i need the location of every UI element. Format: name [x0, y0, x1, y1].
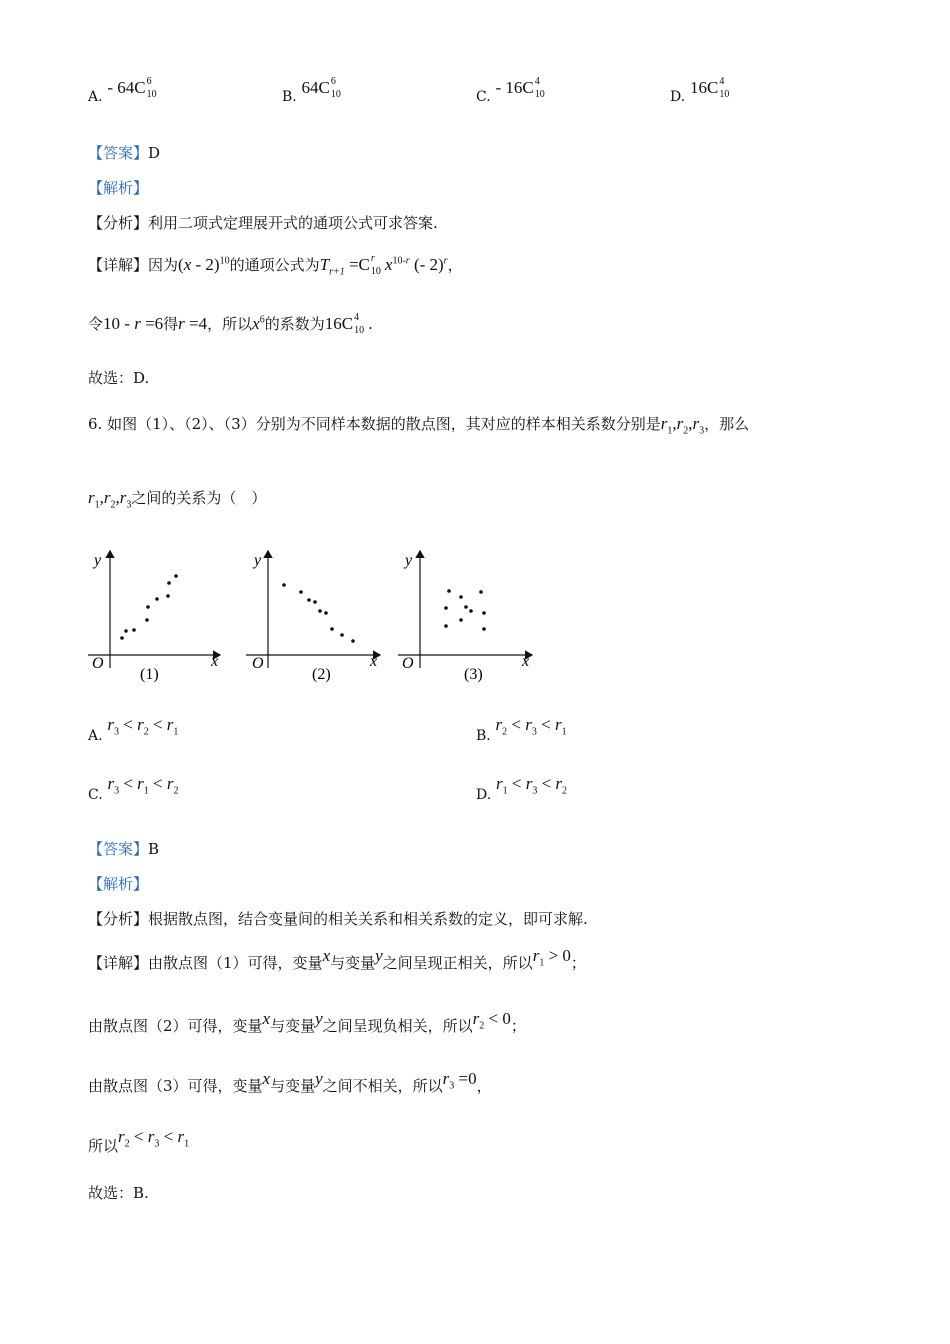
equation-r: 10 - r =6 — [103, 314, 164, 333]
chart-caption: (1) — [140, 666, 159, 683]
answer-value: B — [148, 840, 160, 858]
q6-detail-line3: 由散点图（3）可得，变量x与变量y之间不相关，所以$r_3 =0$， — [88, 1069, 492, 1095]
option-label: B. — [282, 89, 297, 105]
q6-fenxi: 【分析】根据散点图，结合变量间的相关关系和相关系数的定义，即可求解. — [88, 910, 588, 928]
q5-line2: 令10 - r =6得r =4，所以$x^6$的系数为16C 4 10 . — [88, 312, 373, 337]
q5-option-a: A. - 64C 6 10 — [88, 76, 157, 105]
y-label: y — [405, 552, 413, 569]
q5-option-d: D. 16C 4 10 — [670, 76, 730, 105]
scatter-chart-2 — [246, 551, 380, 683]
q5-xiangjie-line: 【详解】因为(x - 2)$^{10}$的通项公式为$T_{r+1} =C$ r 10 $x^{10-r}$ (- 2)$^r$， — [88, 253, 463, 278]
q5-fenxi: 【分析】利用二项式定理展开式的通项公式可求答案. — [88, 214, 438, 232]
answer-tag: 【答案】 — [88, 144, 149, 162]
q6-analysis-tag: 【解析】 — [88, 875, 149, 893]
origin-label: O — [252, 655, 264, 672]
binomial-expr: (x - 2)$^{10}$ — [178, 255, 230, 274]
x6: $x^6$ — [252, 314, 265, 333]
origin-label: O — [402, 655, 414, 672]
q6-option-c: C. $r_3 < r_1 < r_2$ — [88, 774, 179, 803]
q6-option-d: D. $r_1 < r_3 < r_2$ — [476, 774, 568, 803]
answer-tag: 【答案】 — [88, 840, 149, 858]
option-label: C. — [476, 89, 491, 105]
origin-label: O — [92, 655, 104, 672]
r-value: r =4 — [178, 314, 208, 333]
option-label: D. — [670, 89, 686, 105]
data-points — [282, 583, 355, 643]
q6-detail-line1: 【详解】由散点图（1）可得，变量x与变量y之间呈现正相关，所以$r_1 > 0$； — [88, 946, 586, 972]
q6-stem-line2: $r_1,r_2,r_3$之间的关系为（ ） — [88, 488, 267, 511]
q6-choose: 故选：B. — [88, 1184, 149, 1202]
chart-caption: (3) — [464, 666, 483, 683]
coef-result: 16C 4 10 — [324, 312, 365, 337]
q6-stem-line1: 6. 如图（1）、（2）、（3）分别为不同样本数据的散点图，其对应的样本相关系数分别是$r_1,r_2,r_3$，那么 — [88, 414, 750, 437]
q6-answer — [88, 838, 159, 859]
chart-caption: (2) — [312, 666, 331, 683]
x-label: x — [370, 653, 378, 670]
scatter-chart-3 — [398, 551, 532, 683]
scatter-plots — [80, 545, 550, 695]
q6-detail-line2: 由散点图（2）可得，变量x与变量y之间呈现负相关，所以$r_2 < 0$； — [88, 1009, 526, 1035]
q5-option-c: C. - 16C 4 10 — [476, 76, 545, 105]
option-label: A. — [88, 89, 103, 105]
q6-option-b: B. $r_2 < r_3 < r_1$ — [476, 715, 567, 744]
y-label: y — [254, 552, 262, 569]
q5-choose: 故选：D. — [88, 369, 150, 387]
q5-option-b: B. 64C 6 10 — [282, 76, 341, 105]
answer-value: D — [148, 144, 161, 162]
q5-answer — [88, 142, 160, 163]
data-points — [120, 574, 178, 640]
q6-detail-line4: 所以$r_2 < r_3 < r_1$ — [88, 1127, 190, 1155]
x-label: x — [211, 653, 219, 670]
y-label: y — [94, 552, 102, 569]
x-label: x — [522, 653, 530, 670]
q5-analysis-tag: 【解析】 — [88, 179, 149, 197]
data-points — [444, 589, 486, 631]
general-term-formula: $T_{r+1} =C$ r 10 $x^{10-r}$ (- 2)$^r$ — [319, 253, 448, 278]
q6-option-a: A. $r_3 < r_2 < r_1$ — [88, 715, 179, 744]
scatter-chart-1 — [88, 551, 220, 683]
